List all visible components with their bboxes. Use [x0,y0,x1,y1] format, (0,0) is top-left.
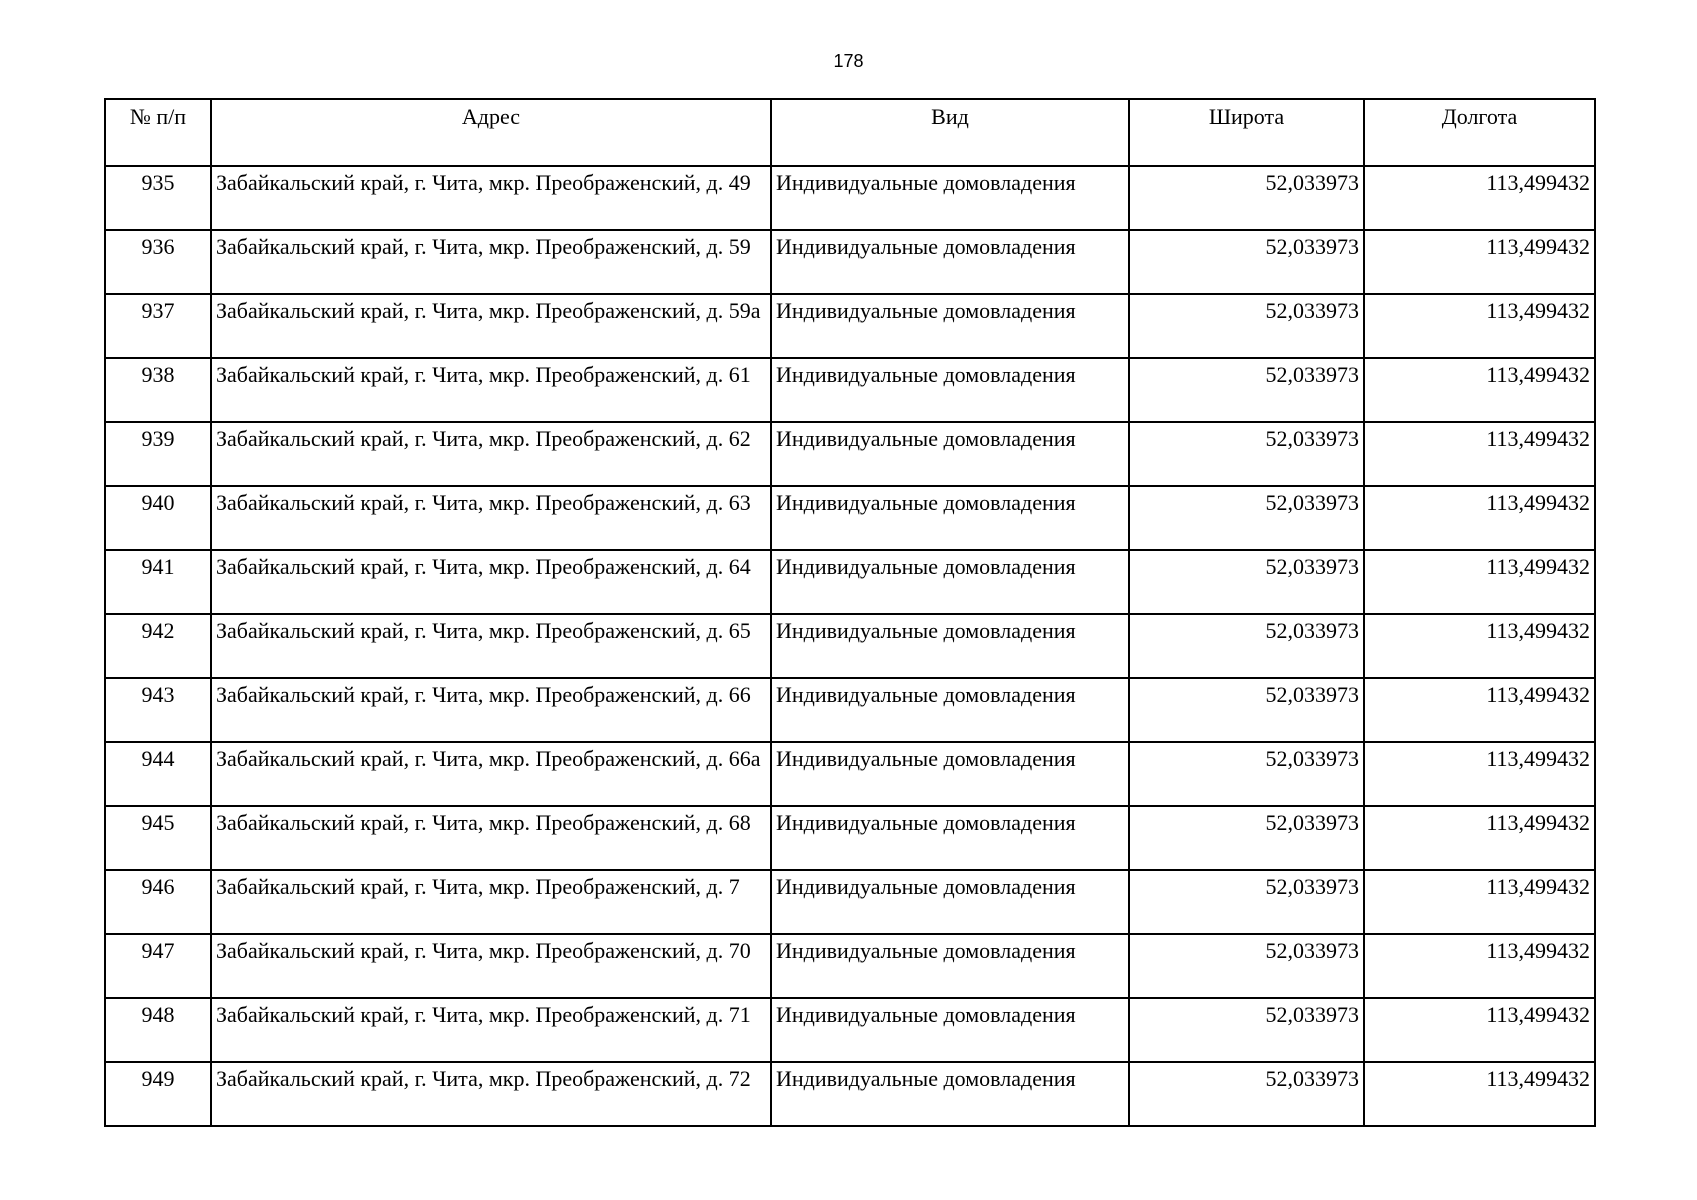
row-latitude: 52,033973 [1129,1062,1364,1126]
row-number: 940 [105,486,211,550]
table-row [105,1062,1595,1126]
table-row [105,614,1595,678]
row-kind: Индивидуальные домовладения [771,742,1129,806]
row-address: Забайкальский край, г. Чита, мкр. Преображенский, д. 65 [211,614,771,678]
row-address: Забайкальский край, г. Чита, мкр. Преображенский, д. 59а [211,294,771,358]
row-kind: Индивидуальные домовладения [771,614,1129,678]
row-address: Забайкальский край, г. Чита, мкр. Преображенский, д. 70 [211,934,771,998]
row-longitude: 113,499432 [1364,1062,1595,1126]
row-number: 941 [105,550,211,614]
table-header [105,99,1595,166]
row-latitude: 52,033973 [1129,742,1364,806]
row-longitude: 113,499432 [1364,678,1595,742]
row-longitude: 113,499432 [1364,998,1595,1062]
row-longitude: 113,499432 [1364,486,1595,550]
row-number: 937 [105,294,211,358]
row-kind: Индивидуальные домовладения [771,230,1129,294]
table-row [105,422,1595,486]
row-number: 939 [105,422,211,486]
row-longitude: 113,499432 [1364,742,1595,806]
table-row [105,486,1595,550]
row-kind: Индивидуальные домовладения [771,998,1129,1062]
row-latitude: 52,033973 [1129,550,1364,614]
row-number: 935 [105,166,211,230]
row-latitude: 52,033973 [1129,934,1364,998]
row-latitude: 52,033973 [1129,422,1364,486]
header-kind: Вид [771,99,1129,166]
row-address: Забайкальский край, г. Чита, мкр. Преображенский, д. 61 [211,358,771,422]
page-number: 178 [833,51,864,71]
table-row [105,230,1595,294]
row-address: Забайкальский край, г. Чита, мкр. Преображенский, д. 68 [211,806,771,870]
row-longitude: 113,499432 [1364,550,1595,614]
row-number: 942 [105,614,211,678]
row-latitude: 52,033973 [1129,358,1364,422]
row-longitude: 113,499432 [1364,422,1595,486]
table-row [105,166,1595,230]
header-latitude: Широта [1129,99,1364,166]
row-kind: Индивидуальные домовладения [771,358,1129,422]
table-row [105,550,1595,614]
row-latitude: 52,033973 [1129,870,1364,934]
row-longitude: 113,499432 [1364,166,1595,230]
header-address: Адрес [211,99,771,166]
row-kind: Индивидуальные домовладения [771,550,1129,614]
row-address: Забайкальский край, г. Чита, мкр. Преображенский, д. 63 [211,486,771,550]
row-kind: Индивидуальные домовладения [771,806,1129,870]
row-latitude: 52,033973 [1129,166,1364,230]
row-number: 949 [105,1062,211,1126]
row-latitude: 52,033973 [1129,614,1364,678]
row-kind: Индивидуальные домовладения [771,166,1129,230]
row-address: Забайкальский край, г. Чита, мкр. Преображенский, д. 64 [211,550,771,614]
table-row [105,998,1595,1062]
row-latitude: 52,033973 [1129,806,1364,870]
row-number: 936 [105,230,211,294]
table-row [105,678,1595,742]
row-address: Забайкальский край, г. Чита, мкр. Преображенский, д. 62 [211,422,771,486]
row-longitude: 113,499432 [1364,870,1595,934]
row-kind: Индивидуальные домовладения [771,486,1129,550]
row-kind: Индивидуальные домовладения [771,678,1129,742]
header-longitude: Долгота [1364,99,1595,166]
row-address: Забайкальский край, г. Чита, мкр. Преображенский, д. 71 [211,998,771,1062]
row-kind: Индивидуальные домовладения [771,870,1129,934]
row-address: Забайкальский край, г. Чита, мкр. Преображенский, д. 7 [211,870,771,934]
table-row [105,294,1595,358]
row-longitude: 113,499432 [1364,934,1595,998]
row-latitude: 52,033973 [1129,230,1364,294]
row-number: 944 [105,742,211,806]
row-longitude: 113,499432 [1364,230,1595,294]
table-row [105,358,1595,422]
table-body [105,166,1595,1126]
row-number: 947 [105,934,211,998]
row-address: Забайкальский край, г. Чита, мкр. Преображенский, д. 72 [211,1062,771,1126]
row-address: Забайкальский край, г. Чита, мкр. Преображенский, д. 66 [211,678,771,742]
registry-table [104,98,1596,1127]
row-longitude: 113,499432 [1364,294,1595,358]
row-kind: Индивидуальные домовладения [771,294,1129,358]
header-number: № п/п [105,99,211,166]
row-kind: Индивидуальные домовладения [771,1062,1129,1126]
header-row [105,99,1595,166]
row-latitude: 52,033973 [1129,678,1364,742]
row-address: Забайкальский край, г. Чита, мкр. Преображенский, д. 66а [211,742,771,806]
row-address: Забайкальский край, г. Чита, мкр. Преображенский, д. 59 [211,230,771,294]
table-row [105,870,1595,934]
row-longitude: 113,499432 [1364,614,1595,678]
row-longitude: 113,499432 [1364,806,1595,870]
table-row [105,806,1595,870]
row-number: 938 [105,358,211,422]
row-latitude: 52,033973 [1129,486,1364,550]
row-kind: Индивидуальные домовладения [771,934,1129,998]
row-latitude: 52,033973 [1129,998,1364,1062]
row-number: 943 [105,678,211,742]
row-number: 948 [105,998,211,1062]
row-longitude: 113,499432 [1364,358,1595,422]
table-row [105,742,1595,806]
row-address: Забайкальский край, г. Чита, мкр. Преображенский, д. 49 [211,166,771,230]
row-latitude: 52,033973 [1129,294,1364,358]
table-row [105,934,1595,998]
row-kind: Индивидуальные домовладения [771,422,1129,486]
row-number: 945 [105,806,211,870]
row-number: 946 [105,870,211,934]
